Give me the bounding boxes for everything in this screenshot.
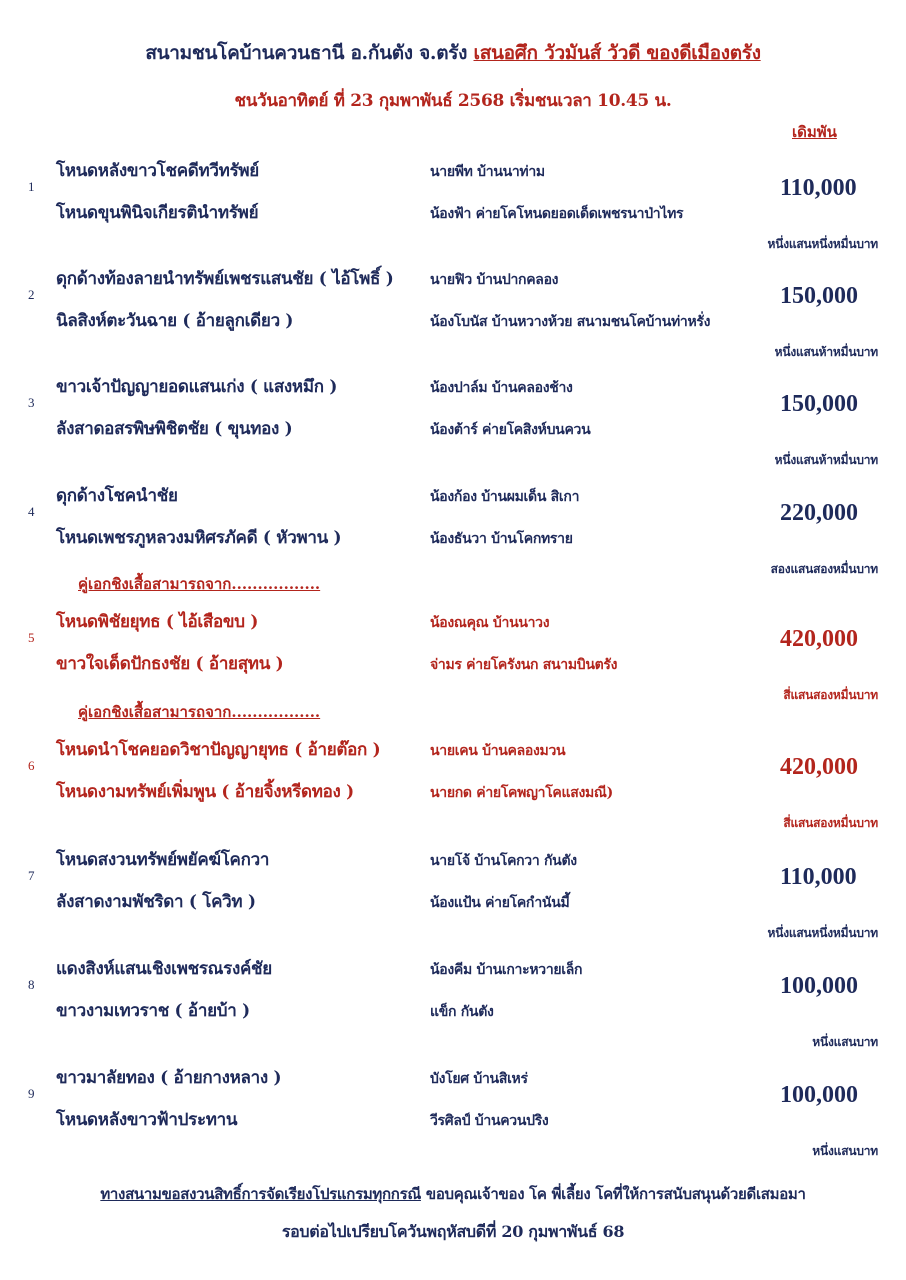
bet-amount: 420,000 bbox=[780, 626, 858, 652]
match-number: 8 bbox=[28, 977, 35, 992]
championship-label: คู่เอกชิงเสื้อสามารถจาก................. bbox=[78, 575, 321, 593]
footer-notice bbox=[0, 1182, 906, 1206]
match-number: 1 bbox=[28, 179, 35, 194]
bet-amount-words: สองแสนสองหมื่นบาท bbox=[770, 562, 878, 576]
bet-amount-words: หนึ่งแสนบาท bbox=[812, 1144, 878, 1158]
cock-b-name: ขาวใจเด็ดปักธงชัย ( อ้ายสุทน ) bbox=[56, 654, 284, 674]
owner-a: น้องคีม บ้านเกาะหวายเล็ก bbox=[430, 962, 583, 978]
cock-b-name: โหนดขุนพินิจเกียรตินำทรัพย์ bbox=[56, 203, 259, 223]
owner-b: น้องแป้น ค่ายโคกำนันมี้ bbox=[430, 895, 570, 911]
cock-a-name: โหนดสงวนทรัพย์พยัคฆ์โคกวา bbox=[56, 850, 270, 870]
owner-b: น้องต้าร์ ค่ายโคสิงห์บนควน bbox=[430, 422, 591, 438]
bet-amount: 100,000 bbox=[780, 973, 858, 999]
championship-label: คู่เอกชิงเสื้อสามารถจาก................. bbox=[78, 703, 321, 721]
cock-b-name: นิลสิงห์ตะวันฉาย ( อ้ายลูกเดียว ) bbox=[56, 311, 294, 331]
bet-amount: 150,000 bbox=[780, 283, 858, 309]
match-number: 6 bbox=[28, 758, 35, 773]
owner-a: น้องณคุณ บ้านนาวง bbox=[430, 615, 550, 631]
cock-a-name: โหนดหลังขาวโชคดีทวีทรัพย์ bbox=[56, 161, 259, 181]
owner-a: น้องปาล์ม บ้านคลองช้าง bbox=[430, 380, 573, 396]
cock-a-name: ดุกด้างโชคนำชัย bbox=[56, 486, 178, 506]
cock-b-name: ขาวงามเทวราช ( อ้ายบ้า ) bbox=[56, 1001, 250, 1021]
bet-amount-words: สี่แสนสองหมื่นบาท bbox=[783, 816, 878, 830]
bet-amount: 420,000 bbox=[780, 754, 858, 780]
rights-notice: ทางสนามขอสงวนสิทธิ์การจัดเรียงโปรแกรมทุกกรณี bbox=[100, 1185, 421, 1203]
match-number: 4 bbox=[28, 504, 35, 519]
bet-amount-words: หนึ่งแสนหนึ่งหมื่นบาท bbox=[767, 237, 878, 251]
owner-a: นายพีท บ้านนาท่าม bbox=[430, 164, 545, 180]
bet-amount-words: หนึ่งแสนบาท bbox=[812, 1035, 878, 1049]
match-number: 7 bbox=[28, 868, 35, 883]
owner-a: น้องก้อง บ้านผมเด็น สิเกา bbox=[430, 489, 580, 505]
owner-b: น้องฟ้า ค่ายโคโหนดยอดเด็ดเพชรนาป่าไทร bbox=[430, 206, 684, 222]
owner-a: บังโยศ บ้านสิเหร่ bbox=[430, 1071, 528, 1087]
cock-a-name: ขาวมาลัยทอง ( อ้ายกางหลาง ) bbox=[56, 1068, 282, 1088]
cock-b-name: โหนดงามทรัพย์เพิ่มพูน ( อ้ายจิ้งหรีดทอง ) bbox=[56, 782, 354, 802]
bet-amount-words: หนึ่งแสนห้าหมื่นบาท bbox=[774, 453, 878, 467]
owner-b: น้องโบนัส บ้านหวางห้วย สนามชนโคบ้านท่าหรั่ง bbox=[430, 314, 711, 330]
cock-a-name: ดุกด้างท้องลายนำทรัพย์เพชรแสนชัย ( ไอ้โพธิ์ ) bbox=[56, 269, 394, 289]
cock-b-name: ลังสาดงามพัชริดา ( โควิท ) bbox=[56, 892, 256, 912]
cock-b-name: โหนดเพชรภูหลวงมหิศรภัคดี ( หัวพาน ) bbox=[56, 528, 342, 548]
cock-a-name: ขาวเจ้าปัญญายอดแสนเก่ง ( แสงหมึก ) bbox=[56, 377, 338, 397]
bet-amount: 110,000 bbox=[780, 864, 857, 890]
cock-b-name: โหนดหลังขาวฟ้าประทาน bbox=[56, 1110, 238, 1130]
page-title bbox=[0, 38, 906, 68]
owner-b: วีรศิลป์ บ้านควนปริง bbox=[430, 1113, 549, 1129]
bet-column-header: เดิมพัน bbox=[792, 123, 837, 141]
owner-b: จ่ามร ค่ายโครังนก สนามบินตรัง bbox=[430, 657, 618, 673]
thanks-text: ขอบคุณเจ้าของ โค พี่เลี้ยง โคที่ให้การสนับสนุนด้วยดีเสมอมา bbox=[420, 1185, 806, 1203]
owner-b: แข็ก กันตัง bbox=[430, 1004, 494, 1020]
cock-a-name: แดงสิงห์แสนเชิงเพชรณรงค์ชัย bbox=[56, 959, 272, 979]
bet-amount: 150,000 bbox=[780, 391, 858, 417]
next-round: รอบต่อไปเปรียบโควันพฤหัสบดีที่ 20 กุมพาพันธ์ 68 bbox=[281, 1222, 625, 1241]
bet-amount-words: หนึ่งแสนห้าหมื่นบาท bbox=[774, 345, 878, 359]
owner-b: น้องธันวา บ้านโคกทราย bbox=[430, 531, 573, 547]
match-number: 2 bbox=[28, 287, 35, 302]
event-title: เสนอศึก วัวมันส์ วัวดี ของดีเมืองตรัง bbox=[473, 42, 761, 64]
owner-a: นายโจ้ บ้านโคกวา กันตัง bbox=[430, 853, 577, 869]
venue-title: สนามชนโคบ้านควนธานี อ.กันตัง จ.ตรัง bbox=[145, 42, 468, 64]
cock-a-name: โหนดพิชัยยุทธ ( ไอ้เสือขบ ) bbox=[56, 612, 259, 632]
match-number: 5 bbox=[28, 630, 35, 645]
cock-a-name: โหนดนำโชคยอดวิชาปัญญายุทธ ( อ้ายต๊อก ) bbox=[56, 740, 381, 760]
bet-amount: 100,000 bbox=[780, 1082, 858, 1108]
owner-a: นายเคน บ้านคลองมวน bbox=[430, 743, 566, 759]
match-number: 3 bbox=[28, 395, 35, 410]
cock-b-name: ลังสาดอสรพิษพิชิตชัย ( ขุนทอง ) bbox=[56, 419, 293, 439]
match-number: 9 bbox=[28, 1086, 35, 1101]
bet-amount: 220,000 bbox=[780, 500, 858, 526]
bet-amount-words: สี่แสนสองหมื่นบาท bbox=[783, 688, 878, 702]
event-date: ชนวันอาทิตย์ ที่ 23 กุมพาพันธ์ 2568 เริ่มชนเวลา 10.45 น. bbox=[234, 91, 672, 111]
owner-a: นายฟิว บ้านปากคลอง bbox=[430, 272, 559, 288]
bet-amount-words: หนึ่งแสนหนึ่งหมื่นบาท bbox=[767, 926, 878, 940]
bet-amount: 110,000 bbox=[780, 175, 857, 201]
owner-b: นายกด ค่ายโคพญาโคแสงมณี) bbox=[430, 785, 613, 801]
